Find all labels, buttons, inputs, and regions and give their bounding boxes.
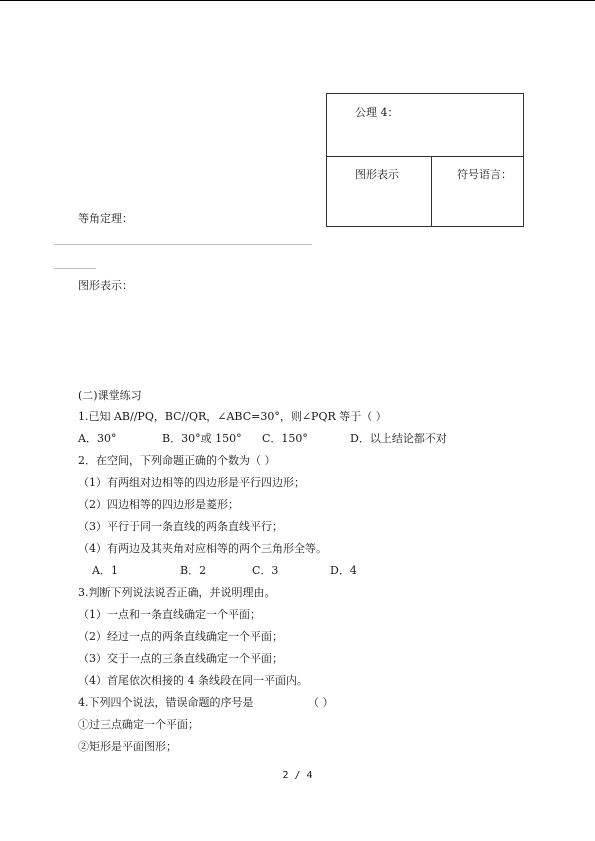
figure-representation-label: 图形表示 (355, 168, 399, 181)
equal-angle-theorem-label: 等角定理： (78, 212, 133, 225)
q2-stem: 2．在空间，下列命题正确的个数为（ ） (78, 454, 276, 467)
q2-item: （4）有两边及其夹角对应相等的两个三角形全等。 (78, 542, 327, 555)
q3-item: （1）一点和一条直线确定一个平面； (78, 608, 261, 621)
figure-label: 图形表示： (78, 279, 133, 292)
q1-option-d: D．以上结论都不对 (350, 432, 447, 445)
q3-item: （4）首尾依次相接的 4 条线段在同一平面内。 (78, 674, 308, 687)
q1-option-a: A．30° (78, 432, 117, 445)
q3-item: （2）经过一点的两条直线确定一个平面； (78, 630, 283, 643)
box-horizontal-divider (327, 156, 523, 157)
answer-line-short (54, 268, 96, 269)
q3-item: （3）交于一点的三条直线确定一个平面； (78, 652, 283, 665)
q2-option-b: B．2 (180, 564, 207, 577)
q2-item: （3）平行于同一条直线的两条直线平行； (78, 520, 283, 533)
q1-stem: 1.已知 AB//PQ，BC//QR，∠ABC=30°，则∠PQR 等于（ ） (78, 410, 387, 423)
q4-answer-paren: （ ） (308, 696, 334, 709)
q2-option-d: D．4 (330, 564, 357, 577)
page-top-border (0, 0, 595, 1)
section-title: (二)课堂练习 (78, 389, 142, 402)
q4-stem: 4.下列四个说法，错误命题的序号是 (78, 696, 254, 709)
page-number: 2 / 4 (282, 770, 313, 781)
q4-item: ②矩形是平面图形； (78, 740, 177, 753)
axiom-box (326, 93, 524, 227)
q2-option-c: C．3 (252, 564, 279, 577)
answer-line (54, 244, 312, 245)
q1-option-b: B．30°或 150° (162, 432, 242, 445)
axiom-label: 公理 4： (355, 106, 399, 119)
q2-item: （2）四边相等的四边形是菱形； (78, 498, 239, 511)
box-vertical-divider (431, 156, 432, 226)
q3-stem: 3.判断下列说法说否正确，并说明理由。 (78, 586, 276, 599)
q4-item: ①过三点确定一个平面； (78, 718, 199, 731)
q2-option-a: A．1 (92, 564, 118, 577)
q1-option-c: C．150° (262, 432, 308, 445)
q2-item: （1）有两组对边相等的四边形是平行四边形； (78, 476, 305, 489)
symbol-language-label: 符号语言： (457, 168, 512, 181)
